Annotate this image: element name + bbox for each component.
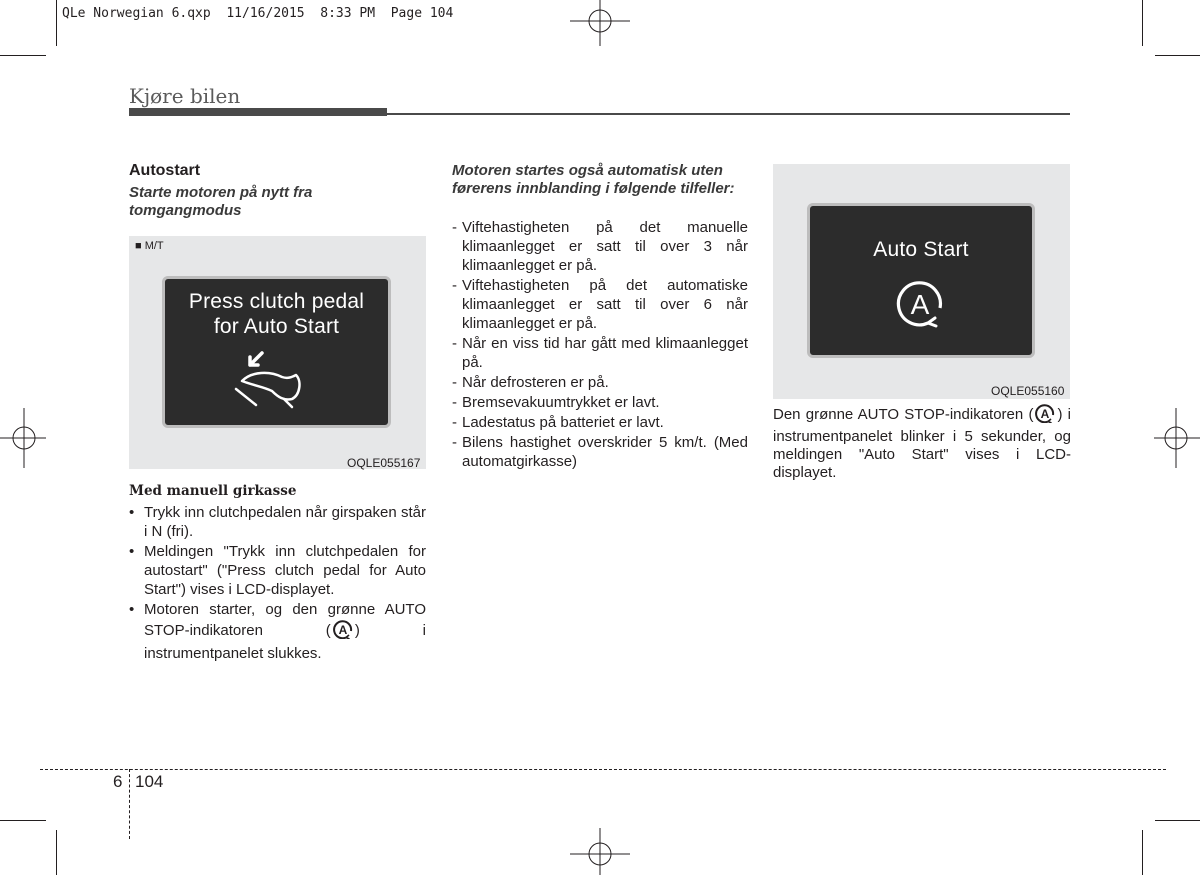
auto-stop-a-icon (331, 619, 355, 644)
bullet-text-end: ) i instrumentpanelet slukkes. (144, 622, 427, 662)
dash-marker: - (452, 219, 457, 236)
title-rule-thick (129, 108, 387, 116)
automatic-start-list (452, 218, 748, 472)
list-item (452, 433, 748, 471)
dash-marker: - (452, 335, 457, 352)
print-header: QLe Norwegian 6.qxp 11/16/2015 8:33 PM Page 104 (62, 6, 454, 21)
crop-mark (1155, 820, 1200, 821)
lcd-title: Auto Start (873, 238, 969, 261)
chapter-number: 6 (113, 772, 123, 791)
manual-bullet-list (129, 503, 426, 664)
registration-mark-top (570, 0, 630, 46)
list-item (452, 218, 748, 275)
lcd-line-2: for Auto Start (213, 315, 340, 338)
registration-mark-left (0, 408, 46, 468)
list-item (452, 276, 748, 333)
list-item-text: Viftehastigheten på det manuelle klimaanlegget er satt til over 3 når klimaanlegget er på. (462, 219, 748, 274)
list-item-text: Ladestatus på batteriet er lavt. (462, 414, 664, 431)
figure-tag: ■ M/T (135, 240, 164, 252)
foot-pedal-icon (222, 341, 332, 411)
figure-code: OQLE055160 (991, 384, 1065, 398)
list-item-text: Når defrosteren er på. (462, 374, 609, 391)
svg-text:A: A (1041, 407, 1050, 421)
svg-text:A: A (910, 289, 930, 320)
auto-stop-a-icon (1033, 403, 1057, 428)
bullet-marker: • (129, 601, 135, 618)
list-item (452, 413, 748, 432)
text-end: ) i instrumentpanelet blinker i 5 sekunder, og meldingen "Auto Start" vises i LCD-displayet. (773, 406, 1071, 481)
list-item (452, 393, 748, 412)
section-heading: Autostart (129, 162, 201, 179)
figure-manual-transmission (129, 236, 426, 469)
list-item-text: Viftehastigheten på det automatiske klimaanlegget er satt til over 6 når klimaanlegget er på. (462, 277, 748, 332)
figure-auto-start (773, 164, 1070, 399)
bullet-marker: • (129, 543, 135, 560)
svg-text:A: A (338, 623, 348, 637)
bullet-marker: • (129, 504, 135, 521)
list-item-text: Bilens hastighet overskrider 5 km/t. (Med automatgirkasse) (462, 434, 748, 470)
auto-start-description (773, 403, 1071, 482)
bullet-text: Meldingen "Trykk inn clutchpedalen for autostart" ("Press clutch pedal for Auto Start") vises i LCD-displayet. (144, 543, 426, 598)
page-number: 104 (135, 772, 164, 791)
lcd-display (807, 203, 1035, 358)
list-item (129, 503, 426, 541)
automatic-start-heading: Motoren startes også automatisk uten førerens innblanding i følgende tilfeller: (452, 162, 735, 197)
chapter-title: Kjøre bilen (129, 84, 241, 108)
crop-mark (56, 0, 57, 46)
manual-heading: Med manuell girkasse (129, 483, 297, 499)
list-item (452, 334, 748, 372)
list-item-text: Bremsevakuumtrykket er lavt. (462, 394, 660, 411)
bullet-text-start: Motoren starter, og den grønne AUTO STOP-indikatoren ( (144, 601, 426, 639)
auto-stop-a-icon (891, 276, 951, 328)
crop-mark (0, 820, 46, 821)
text-start: Den grønne AUTO STOP-indikatoren ( (773, 406, 1034, 423)
figure-code: OQLE055167 (347, 456, 421, 470)
list-item (129, 600, 426, 663)
crop-mark (1142, 0, 1143, 46)
title-rule-thin (387, 113, 1070, 115)
footer-rule (40, 769, 1166, 770)
footer-vertical-rule (129, 769, 130, 839)
dash-marker: - (452, 277, 457, 294)
crop-mark (56, 830, 57, 875)
lcd-display (162, 276, 391, 428)
list-item (452, 373, 748, 392)
dash-marker: - (452, 434, 457, 451)
list-item-text: Når en viss tid har gått med klimaanlegget på. (462, 335, 748, 371)
bullet-text: Trykk inn clutchpedalen når girspaken står i N (fri). (144, 504, 426, 540)
crop-mark (0, 55, 46, 56)
dash-marker: - (452, 394, 457, 411)
registration-mark-right (1154, 408, 1200, 468)
crop-mark (1142, 830, 1143, 875)
section-subheading: Starte motoren på nytt fra tomgangmodus (129, 184, 313, 219)
dash-marker: - (452, 374, 457, 391)
dash-marker: - (452, 414, 457, 431)
list-item (129, 542, 426, 599)
bullet-text (144, 600, 426, 663)
registration-mark-bottom (570, 828, 630, 875)
lcd-line-1: Press clutch pedal (188, 290, 365, 313)
crop-mark (1155, 55, 1200, 56)
